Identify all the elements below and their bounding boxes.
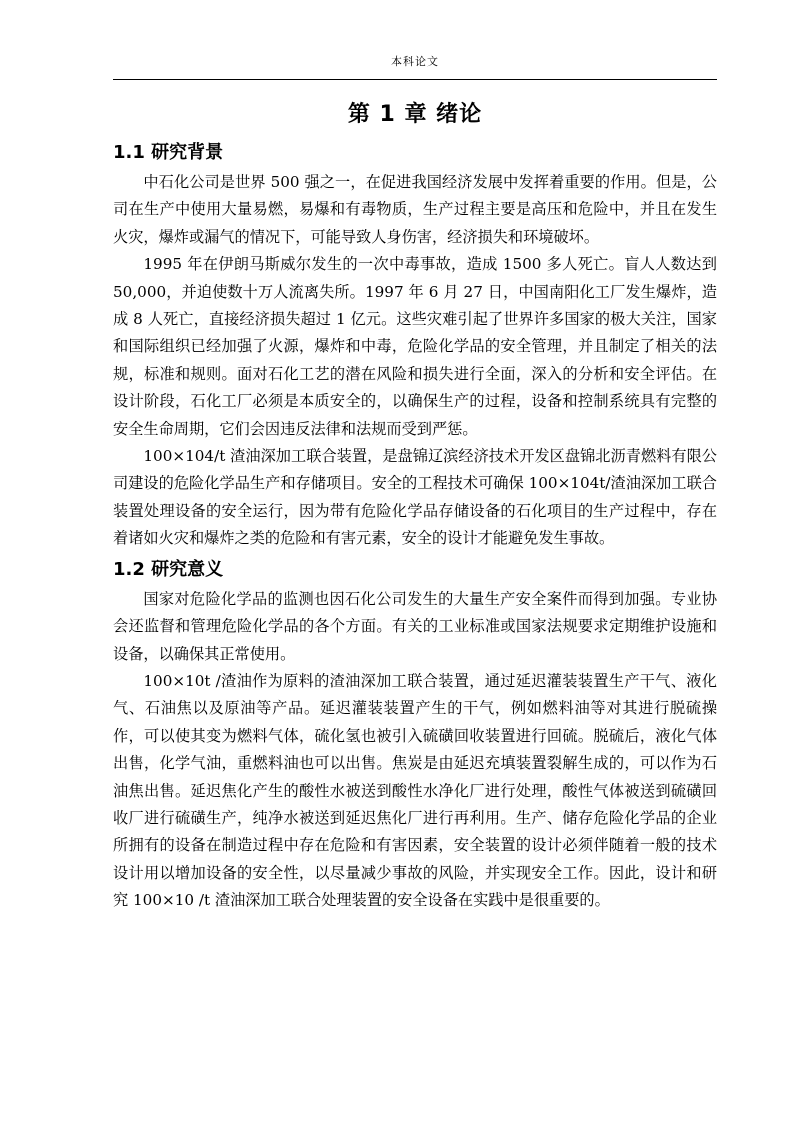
chapter-title: 第 1 章 绪论 [347,102,483,127]
paragraph-significance-2: 100×10t /渣油作为原料的渣油深加工联合装置，通过延迟灌装装置生产干气、液化气、石油焦以及原油等产品。延迟灌装装置产生的干气，例如燃料油等对其进行脱硫操作，可以使其变为燃料气体，硫化氢也被引入硫磺回收装置进行回硫。脱硫后，液化气体出售，化学气油，重燃料油也可以出售。焦炭是由延迟充填装置裂解生成的，可以作为石油焦出售。延迟焦化产生的酸性水被送到酸性水净化厂进行处理，酸性气体被送到硫磺回收厂进行硫磺生产，纯净水被送到延迟焦化厂进行再利用。生产、储存危险化学品的企业所拥有的设备在制造过程中存在危险和有害因素，安全装置的设计必须伴随着一般的技术设计用以增加设备的安全性，以尽量减少事故的风险，并实现安全工作。因此，设计和研究 100×10 /t 渣油深加工联合处理装置的安全设备在实践中是很重要的。 [113,671,717,910]
section-heading-background: 1.1 研究背景 [113,142,224,163]
paragraph-background-3: 100×104/t 渣油深加工联合装置，是盘锦辽滨经济技术开发区盘锦北沥青燃料有限公司建设的危险化学品生产和存储项目。安全的工程技术可确保 100×104t/渣油深加工联合装置处理设备的安全运行，因为带有危险化学品存储设备的石化项目的生产过程中，存在着诸如火灾和爆炸之类的危险和有害元素，安全的设计才能避免发生事故。 [113,447,717,548]
paragraph-background-2: 1995 年在伊朗马斯威尔发生的一次中毒事故，造成 1500 多人死亡。盲人人数达到 50,000，并迫使数十万人流离失所。1997 年 6 月 27 日，中国南阳化工厂发生爆炸，造成 8 人死亡，直接经济损失超过 1 亿元。这些灾难引起了世界许多国家的极大关注，国家和国际组织已经加强了火源，爆炸和中毒，危险化学品的安全管理，并且制定了相关的法规，标准和规则。面对石化工艺的潜在风险和损失进行全面，深入的分析和安全评估。在设计阶段，石化工厂必须是本质安全的，以确保生产的过程，设备和控制系统具有完整的安全生命周期，它们会因违反法律和法规而受到严惩。 [113,255,717,438]
paragraph-background-1: 中石化公司是世界 500 强之一，在促进我国经济发展中发挥着重要的作用。但是，公司在生产中使用大量易燃，易爆和有毒物质，生产过程主要是高压和危险中，并且在发生火灾，爆炸或漏气的情况下，可能导致人身伤害，经济损失和环境破坏。 [113,173,717,246]
paragraph-significance-1: 国家对危险化学品的监测也因石化公司发生的大量生产安全案件而得到加强。专业协会还监督和管理危险化学品的各个方面。有关的工业标准或国家法规要求定期维护设施和设备，以确保其正常使用。 [113,589,717,663]
header-divider [113,79,717,80]
page-body [113,96,717,915]
section-heading-significance: 1.2 研究意义 [113,558,224,580]
running-header: 本科论文 [391,55,439,68]
